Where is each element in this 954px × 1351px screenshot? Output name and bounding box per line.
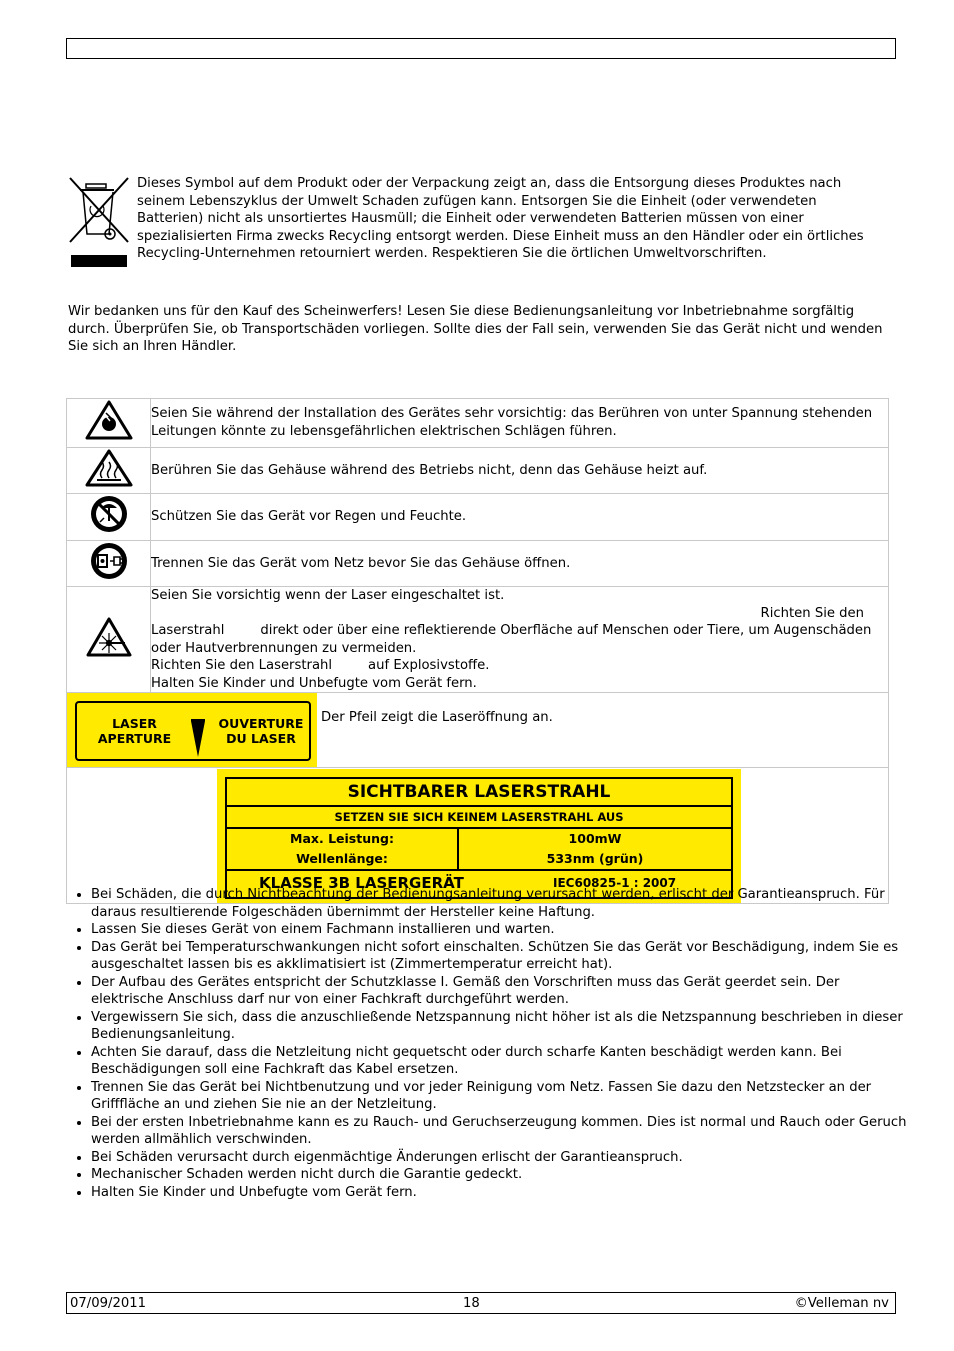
- laser-line-2: Richten Sie den: [760, 605, 864, 621]
- safety-text-laser: [151, 587, 889, 693]
- laser-line-5: Halten Sie Kinder und Unbefugte vom Gerät fern.: [151, 675, 477, 691]
- safety-row-aperture: [67, 693, 889, 768]
- safety-row-hot: [67, 447, 889, 494]
- laser-line-3a: Laserstrahl: [151, 623, 225, 638]
- laser-line-4a: Richten Sie den Laserstrahl: [151, 658, 333, 673]
- safety-rules-list: [68, 886, 913, 1201]
- list-item: • Achten Sie darauf, dass die Netzleitung nicht gequetscht oder durch scharfe Kanten beschädigt werden kann. Bei Beschädigungen soll eine Fachkraft das Kabel ersetzen.: [91, 1044, 913, 1079]
- icon-cell: [67, 447, 151, 494]
- safety-row-shock: [67, 399, 889, 448]
- list-item: • Lassen Sie dieses Gerät von einem Fachmann installieren und warten.: [91, 921, 913, 939]
- sticker-wave-value: 533nm (grün): [546, 850, 644, 866]
- list-item: • Das Gerät bei Temperaturschwankungen nicht sofort einschalten. Schützen Sie das Gerät vor Beschädigung, indem Sie es ausgeschaltet lassen bis es akklimatisiert ist (Zimmertemperatur erreicht hat).: [91, 939, 913, 974]
- icon-cell: [67, 399, 151, 448]
- laser-line-3b: direkt oder über eine reflektierende Oberfläche auf Menschen oder Tiere, um Augenschäden oder Hautverbrennungen zu vermeiden.: [151, 623, 872, 656]
- laser-warning-icon: [85, 647, 133, 662]
- list-item: • Trennen Sie das Gerät bei Nichtbenutzung und vor jeder Reinigung vom Netz. Fassen Sie dazu den Netzstecker an der Grifffläche an und ziehen Sie nie an der Netzleitung.: [91, 1079, 913, 1114]
- sticker-wave-label: Wellenlänge:: [296, 850, 388, 866]
- safety-row-unplug: [67, 540, 889, 587]
- icon-cell: [67, 540, 151, 587]
- icon-cell: [67, 494, 151, 541]
- intro-paragraph: Wir bedanken uns für den Kauf des Scheinwerfers! Lesen Sie diese Bedienungsanleitung vor Inbetriebnahme sorgfältig durch. Überprüfen Sie, ob Transportschäden vorliegen. Sollte dies der Fall sein, verwenden Sie das Gerät nicht und wenden Sie sich an Ihren Händler.: [68, 304, 883, 354]
- list-item: • Mechanischer Schaden werden nicht durch die Garantie gedeckt.: [91, 1166, 913, 1184]
- aperture-text: Der Pfeil zeigt die Laseröffnung an.: [321, 710, 553, 725]
- safety-instructions-table: [66, 398, 889, 904]
- unplug-icon: [89, 570, 129, 585]
- icon-cell: [67, 587, 151, 693]
- safety-text-unplug: Trennen Sie das Gerät vom Netz bevor Sie das Gehäuse öffnen.: [151, 540, 889, 587]
- aperture-label-left: LASER APERTURE: [97, 716, 172, 746]
- aperture-label-right: OUVERTURE DU LASER: [218, 716, 304, 746]
- safety-row-sticker: [67, 768, 889, 904]
- safety-row-rain: [67, 494, 889, 541]
- list-item: • Bei Schäden, die durch Nichtbeachtung der Bedienungsanleitung verursacht werden, erlischt der Garantieanspruch. Für daraus resultierende Folgeschäden übernimmt der Hersteller keine Haftung.: [91, 886, 913, 921]
- footer-date: 07/09/2011: [70, 1296, 147, 1311]
- list-item: • Halten Sie Kinder und Unbefugte vom Gerät fern.: [91, 1184, 913, 1202]
- laser-line-1: Seien Sie vorsichtig wenn der Laser eingeschaltet ist.: [151, 588, 505, 603]
- safety-text-rain: Schützen Sie das Gerät vor Regen und Feuchte.: [151, 494, 889, 541]
- sticker-title: SICHTBARER LASERSTRAHL: [227, 779, 731, 807]
- no-rain-icon: [89, 523, 129, 538]
- electric-shock-warning-icon: [84, 430, 134, 445]
- list-item: • Bei Schäden verursacht durch eigenmächtige Änderungen erlischt der Garantieanspruch.: [91, 1149, 913, 1167]
- list-item: • Vergewissern Sie sich, dass die anzuschließende Netzspannung nicht höher ist als die Netzspannung beschrieben in dieser Bedienungsanleitung.: [91, 1009, 913, 1044]
- list-item: • Bei der ersten Inbetriebnahme kann es zu Rauch- und Geruchserzeugung kommen. Dies ist normal und Rauch oder Geruch werden allmählich verschwinden.: [91, 1114, 913, 1149]
- list-item: • Der Aufbau des Gerätes entspricht der Schutzklasse I. Gemäß den Vorschriften muss das Gerät geerdet sein. Der elektrische Anschluss darf nur von einer Fachkraft durchgeführt werden.: [91, 974, 913, 1009]
- laser-class-sticker: [217, 769, 741, 903]
- laser-aperture-label: [67, 693, 317, 767]
- sticker-standard: IEC60825-1 : 2007: [553, 875, 677, 890]
- safety-text-hot: Berühren Sie das Gehäuse während des Betriebs nicht, denn das Gehäuse heizt auf.: [151, 447, 889, 494]
- footer-page-number: 18: [463, 1296, 480, 1311]
- sticker-specs: [227, 829, 731, 871]
- crossed-out-bin-icon: [68, 176, 130, 268]
- laser-line-4b: auf Explosivstoffe.: [368, 658, 490, 673]
- sticker-subtitle: SETZEN SIE SICH KEINEM LASERSTRAHL AUS: [227, 807, 731, 829]
- page-header-box: [66, 38, 896, 59]
- weee-disposal-text: Dieses Symbol auf dem Produkt oder der Verpackung zeigt an, dass die Entsorgung dieses Produktes nach seinem Lebenszyklus der Umwelt Schaden zufügen kann. Entsorgen Sie die Einheit (oder verwendeten Batterien) nicht als unsortiertes Hausmüll; die Einheit oder verwendeten Batterien müssen von einer spezialisierten Firma zwecks Recycling entsorgt werden. Diese Einheit muss an den Händler oder ein örtliches Recycling-Unternehmen retourniert werden. Respektieren Sie die örtlichen Umweltvorschriften.: [137, 176, 864, 261]
- aperture-cell: [67, 693, 889, 768]
- sticker-cell: [67, 768, 889, 904]
- sticker-power-value: 100mW: [568, 830, 622, 846]
- safety-text-shock: Seien Sie während der Installation des Gerätes sehr vorsichtig: das Berühren von unter Spannung stehenden Leitungen könnte zu lebensgefährlichen elektrischen Schlägen führen.: [151, 399, 889, 448]
- page-footer: [66, 1292, 896, 1314]
- aperture-arrow-icon: [187, 719, 209, 765]
- hot-surface-warning-icon: [84, 477, 134, 492]
- footer-copyright: ©Velleman nv: [794, 1296, 889, 1311]
- safety-row-laser: [67, 587, 889, 693]
- sticker-class: KLASSE 3B LASERGERÄT: [259, 873, 464, 892]
- sticker-power-label: Max. Leistung:: [290, 830, 394, 846]
